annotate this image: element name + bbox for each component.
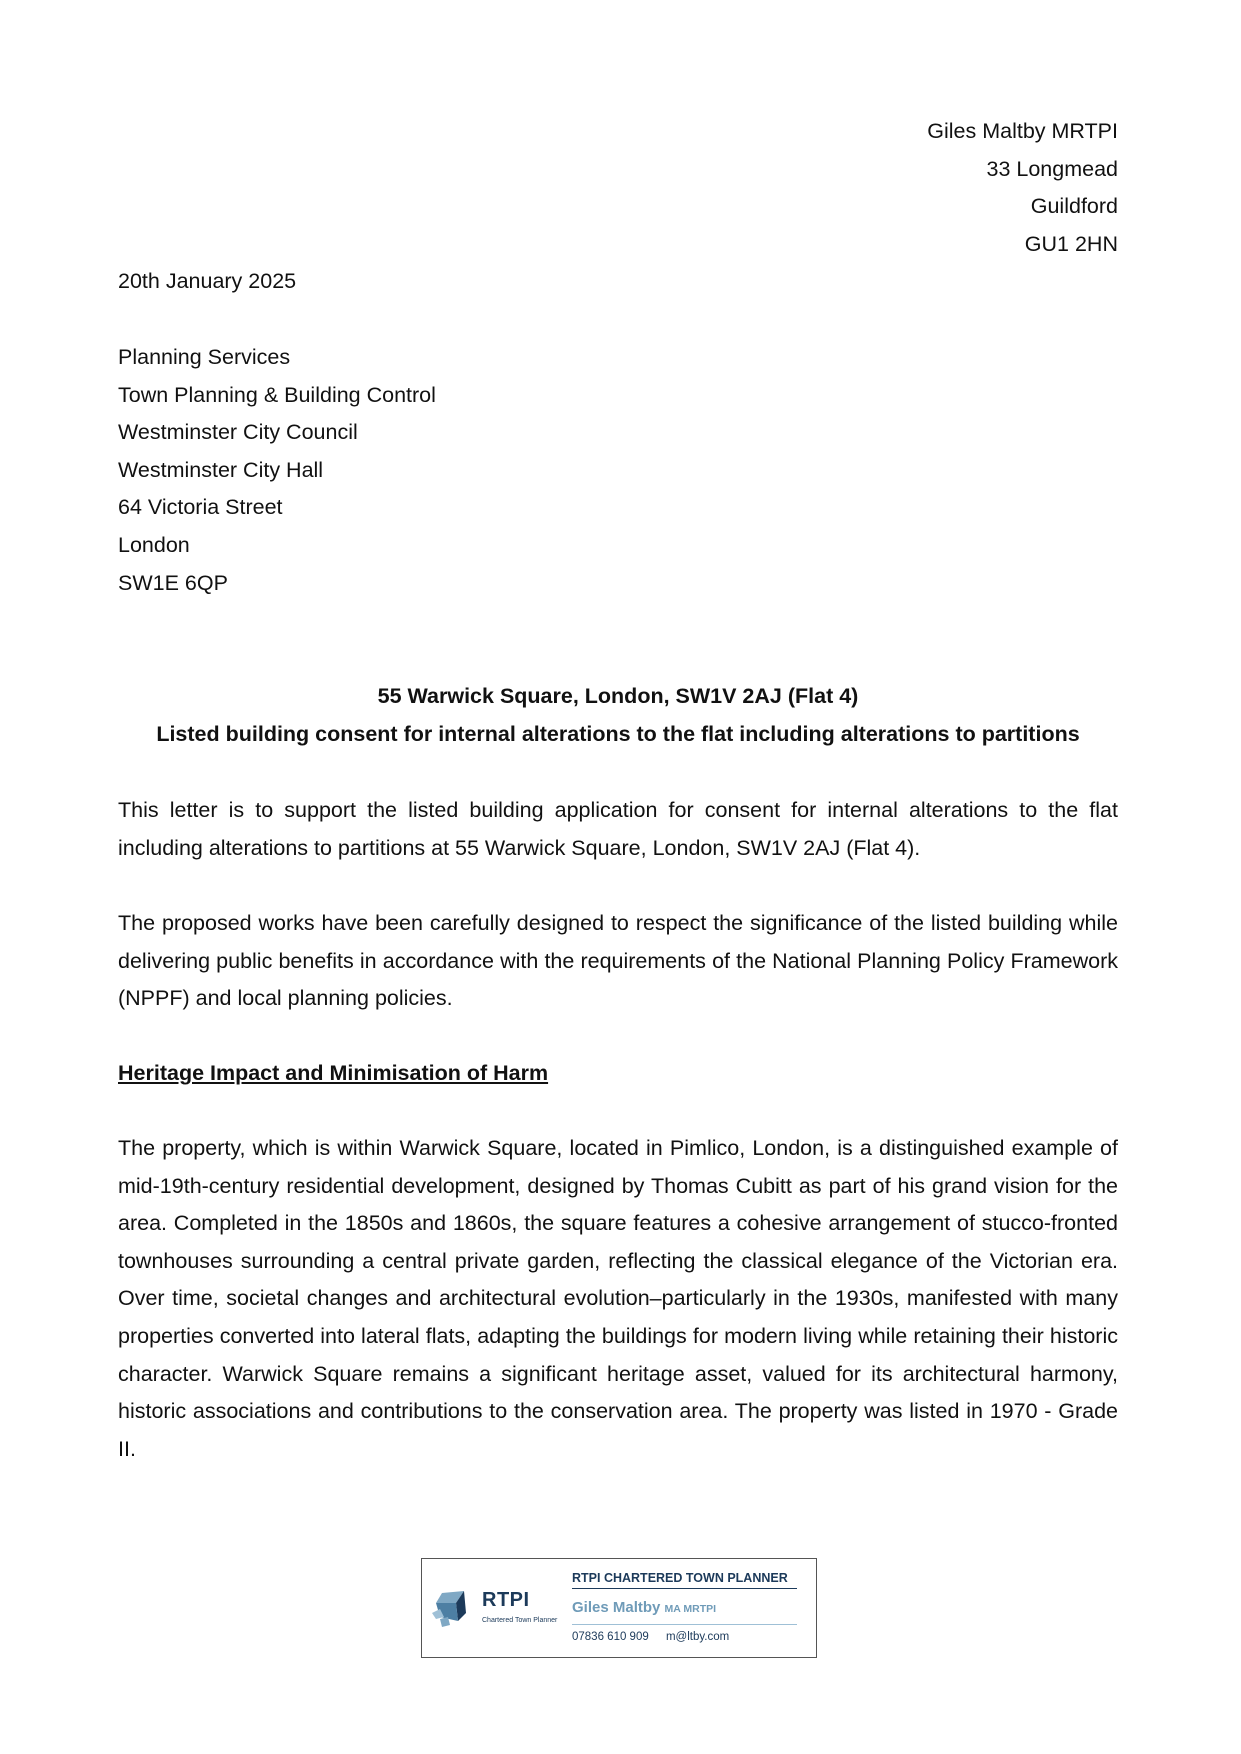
recipient-line: Planning Services	[118, 345, 291, 369]
card-title: RTPI CHARTERED TOWN PLANNER	[572, 1571, 797, 1589]
rtpi-logo-text: RTPI	[482, 1589, 530, 1611]
card-name: Giles Maltby	[572, 1599, 661, 1616]
sender-town: Guildford	[1030, 194, 1118, 219]
card-contact	[572, 1631, 797, 1643]
rtpi-logo-icon	[432, 1587, 472, 1629]
signature-card	[421, 1558, 817, 1658]
recipient-line: 64 Victoria Street	[118, 495, 283, 520]
proposal-paragraph: The proposed works have been carefully designed to respect the significance of the listed building while delivering public benefits in accordance with the requirements of the National Planning Policy Framework (NPPF) and local planning policies.	[118, 911, 1118, 1011]
card-name-line	[572, 1599, 797, 1616]
recipient-line: Westminster City Council	[118, 420, 358, 445]
card-qualifications: MA MRTPI	[664, 1603, 717, 1615]
recipient-line: Town Planning & Building Control	[118, 382, 436, 407]
letter-date: 20th January 2025	[118, 269, 297, 293]
sender-postcode: GU1 2HN	[1024, 231, 1118, 256]
recipient-line: Westminster City Hall	[118, 457, 324, 482]
sender-name: Giles Maltby MRTPI	[927, 119, 1118, 143]
card-divider	[572, 1624, 797, 1625]
rtpi-logo-subtext: Chartered Town Planner	[482, 1617, 558, 1624]
intro-paragraph: This letter is to support the listed building application for consent for internal alterations to the flat including alterations to partitions at 55 Warwick Square, London, SW1V 2AJ (Flat 4).	[118, 798, 1118, 860]
heritage-paragraph: The property, which is within Warwick Square, located in Pimlico, London, is a distinguished example of mid-19th-century residential development, designed by Thomas Cubitt as part of his grand vision for the area. Completed in the 1850s and 1860s, the square features a cohesive arrangement of stucco-fronted townhouses surrounding a central private garden, reflecting the classical elegance of the Victorian era. Over time, societal changes and architectural evolution–particularly in the 1930s, manifested with many properties converted into lateral flats, adapting the buildings for modern living while retaining their historic character. Warwick Square remains a significant heritage asset, valued for its architectural harmony, historic associations and contributions to the conservation area. The property was listed in 1970 - Grade II.	[118, 1136, 1118, 1461]
sender-address	[927, 113, 1118, 263]
section-heading: Heritage Impact and Minimisation of Harm	[118, 1061, 549, 1085]
subject-heading	[118, 678, 1118, 753]
subject-description: Listed building consent for internal alterations to the flat including alterations to partitions	[156, 721, 1080, 746]
sender-street: 33 Longmead	[986, 156, 1118, 181]
recipient-line: London	[118, 532, 190, 557]
recipient-line: SW1E 6QP	[118, 570, 228, 595]
card-phone: 07836 610 909	[572, 1631, 649, 1643]
card-email: m@ltby.com	[665, 1631, 730, 1643]
subject-address: 55 Warwick Square, London, SW1V 2AJ (Flat 4)	[377, 684, 859, 708]
card-details	[572, 1571, 797, 1643]
recipient-address	[118, 339, 436, 602]
